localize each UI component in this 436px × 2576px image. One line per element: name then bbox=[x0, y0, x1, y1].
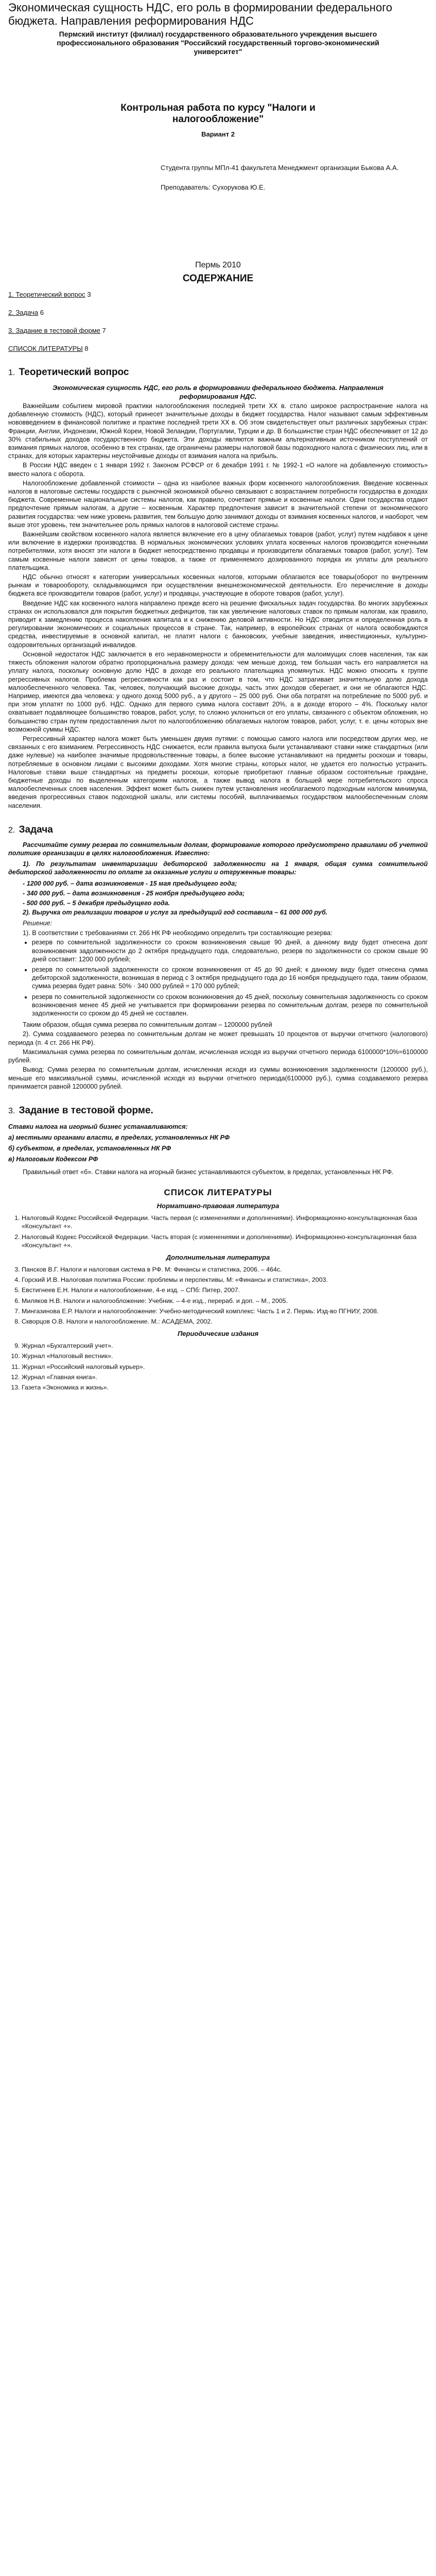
task-item: - 1200 000 руб. – дата возникновения - 15 мая предыдущего года; bbox=[23, 879, 237, 887]
literature-list bbox=[8, 1342, 428, 1392]
literature-title: СПИСОК ЛИТЕРАТУРЫ bbox=[164, 1188, 272, 1198]
paragraph: Основной недостаток НДС заключается в его неравномерности и обременительности для малоимущих слоев населения, так как тяжесть обложения налогом обратно пропорциональна размеру дохода: чем меньше доход, тем большая часть его направляется на уплату налога, поскольку основную долю НДС в доходе его реального плательщика упомянутых. НДС можно относить к группе регрессивных налогов. Проблема регрессивности как раз и состоит в том, что НДС затрагивает значительную долю дохода малообеспеченного человека. Так, человек, получающий высокие доходы, часть этих доходов сберегает, и они не облагаются НДС. Например, имеются два человека: у одного доход 5000 руб., а у другого – 25 000 руб. Они оба потратят на потребление по 5000 руб. и при этом уплатят по 1000 руб. НДС. Однако для первого сумма налога составит 20%, а в доходе второго – 4%. Поскольку налог охватывает подавляющее большинство товаров, работ, услуг, то сложно уклониться от его уплаты, связанного с объектом обложения, но большинство стран путем предоставления льгот по налогообложению облагаемых налогом товаров, работ, услуг, т. е. цены которых вне возможной суммы НДС. bbox=[8, 650, 428, 733]
test-question: Ставки налога на игорный бизнес устанавливаются: bbox=[8, 1123, 188, 1130]
variant-label: Вариант 2 bbox=[201, 130, 235, 138]
literature-item: 2. Налоговый Кодекс Российской Федерации. Часть вторая (с изменениями и дополнениями). Информационно-консультационная база «Консультант +». bbox=[22, 1233, 428, 1249]
literature-item: 13. Газета «Экономика и жизнь». bbox=[22, 1383, 428, 1392]
solution-intro: 1). В соответствии с требованиями ст. 266 НК РФ необходимо определить три составляющие резерва: bbox=[23, 929, 333, 937]
literature-list bbox=[8, 1265, 428, 1326]
paragraph: Введение НДС как косвенного налога направлено прежде всего на решение фискальных задач государства. Во многих зарубежных странах он использовался для покрытия бюджетных дефицитов, так как увеличение налоговых ставок по прямым налогам, как правило, приводит к замедлению процесса накопления капитала и к снижению деловой активности. Но НДС отводится и определенная роль в регулировании экономических и социальных процессов в стране. Так, например, в европейских странах от налога освобождаются средства, инвестируемые в основной капитал, не платят налоги с банковских, учебные заведения, инвестиционных, культурно-оздоровительных организаций инвалидов. bbox=[8, 599, 428, 649]
section-1-heading: 1. Теоретический вопрос bbox=[8, 367, 129, 378]
test-option: а) местными органами власти, в пределах, установленных НК РФ bbox=[8, 1133, 230, 1141]
literature-item: 4. Горский И.В. Налоговая политика России: проблемы и перспективы, М: «Финансы и статистика», 2003. bbox=[22, 1276, 428, 1284]
test-option: в) Налоговым Кодексом РФ bbox=[8, 1155, 98, 1163]
solution-label: Решение: bbox=[23, 920, 53, 927]
test-answer: Правильный ответ «б». Ставки налога на игорный бизнес устанавливаются субъектом, в пределах, установленных НК РФ. bbox=[23, 1168, 394, 1176]
literature-group-title: Дополнительная литература bbox=[166, 1253, 270, 1261]
solution-list bbox=[8, 938, 428, 1018]
city-year: Пермь 2010 bbox=[195, 261, 241, 269]
task-item: - 500 000 руб. – 5 декабря предыдущего года. bbox=[23, 899, 170, 907]
paragraph: В России НДС введен с 1 января 1992 г. Законом РСФСР от 6 декабря 1991 г. № 1992-1 «О налоге на добавленную стоимость» вместо налога с оборота. bbox=[8, 462, 428, 478]
section-3-heading: 3. Задание в тестовой форме. bbox=[8, 1105, 153, 1116]
task-item: 2). Выручка от реализации товаров и услуг за предыдущий год составила – 61 000 000 руб. bbox=[23, 908, 328, 916]
literature-item: 1. Налоговый Кодекс Российской Федерации. Часть первая (с изменениями и дополнениями). Информационно-консультационная база «Консультант +». bbox=[22, 1214, 428, 1230]
solution-step-3: Максимальная сумма резерва по сомнительным долгам, исчисленная исходя из выручки отчетного периода 6100000*10%=6100000 рублей. bbox=[8, 1048, 428, 1064]
toc-item: 3. Задание в тестовой форме 7 bbox=[8, 327, 106, 334]
literature-group-title: Периодические издания bbox=[177, 1330, 259, 1338]
literature-item: 10. Журнал «Налоговый вестник». bbox=[22, 1352, 428, 1360]
literature-item: 12. Журнал «Главная книга». bbox=[22, 1373, 428, 1381]
teacher-info: Преподаватель: Сухорукова Ю.Е. bbox=[161, 183, 266, 191]
work-title: Контрольная работа по курсу "Налоги и налогообложение" bbox=[120, 103, 316, 125]
literature-item: 5. Евстигнеев Е.Н. Налоги и налогообложение, 4-е изд. – СПб: Питер, 2007. bbox=[22, 1286, 428, 1294]
toc-title: СОДЕРЖАНИЕ bbox=[182, 273, 254, 284]
literature-item: 3. Пансков В.Г. Налоги и налоговая система в РФ. М: Финансы и статистика, 2006. – 464с. bbox=[22, 1265, 428, 1274]
solution-total: Таким образом, общая сумма резерва по сомнительным долгам – 1200000 рублей bbox=[23, 1021, 272, 1029]
table-of-contents bbox=[8, 291, 428, 352]
section-1-subtitle: Экономическая сущность НДС, его роль в формировании федерального бюджета. Направления реформирования НДС. bbox=[53, 384, 383, 400]
student-info: Студента группы МПл-41 факультета Менеджмент организации Быкова А.А. bbox=[161, 164, 399, 172]
toc-link[interactable]: 3. Задание в тестовой форме bbox=[8, 327, 100, 334]
literature-group-title: Нормативно-правовая литература bbox=[156, 1202, 280, 1210]
institution-name: Пермский институт (филиал) государственного образовательного учреждения высшего профессионального образования "Российский государственный торгово-экономический университет" bbox=[57, 30, 379, 56]
section-2-heading: 2. Задача bbox=[8, 824, 53, 835]
paragraph: НДС обычно относят к категории универсальных косвенных налогов, которыми облагаются все товары(оборот по внутренним рынкам и товарообороту, складывающимся при осуществлении внешнеэкономической деятельности. Его перечисление в доходы бюджета все производители товаров (работ, услуг) и продавцы, участвующие в обороте товаров (работ, услуг). bbox=[8, 573, 428, 598]
paragraph: Важнейшим событием мировой практики налогообложения последней трети XX в. стало широкое распространение налога на добавленную стоимость (НДС), который принесет значительные доходы в бюджет государства. Налог называют самым эффективным нововведением в финансовой политике и практике последней трети XX в. Об этом свидетельствует опыт различных зарубежных стран: Франции, Англии, Индонезии, Южной Кореи, Новой Зеландии, Португалии, Турции и др. В большинстве стран НДС обеспечивает от 12 до 30% стабильных доходов государственного бюджета. Эти доходы являются важным альтернативным источником поступлений от взимания прямых налогов, особенно в тех странах, где ограничены размеры налоговой базы подоходного налога с физических лиц, или в странах, для которых характерны неустойчивые доходы от взимания налога на прибыль. bbox=[8, 402, 428, 460]
toc-link[interactable]: 1. Теоретический вопрос bbox=[8, 291, 85, 298]
paragraph: Важнейшим свойством косвенного налога является включение его в цену облагаемых товаров (работ, услуг) путем надбавок к цене или включение в издержки производства. В нормальных экономических условиях уплата косвенных налогов производится конечными потребителями, хотя вносят эти налоги в бюджет непосредственно продавцы и производители облагаемых товаров (работ, услуг). Тем самым косвенные налоги зависят от цены товаров, а также от применяемого дозированного порядка их уплаты для реального плательщика. bbox=[8, 531, 428, 571]
document-page bbox=[0, 1, 436, 1392]
author-info bbox=[161, 163, 428, 193]
solution-conclusion: Вывод: Сумма резерва по сомнительным долгам, исчисленная исходя из суммы возникновения задолженности (1200000 руб.), меньше его максимальной суммы, исчисленной исходя из выручки отчетного периода(6100000 руб.), сумма создаваемого резерва принимается равной 1200000 рублей. bbox=[8, 1066, 428, 1090]
paragraph: Регрессивный характер налога может быть уменьшен двумя путями: с помощью самого налога или посредством других мер, не связанных с его взиманием. Регрессивность НДС снижается, если правила выпуска были устанавливают ставки ниже стандартных (или даже нулевые) на наиболее значимые продовольственные товары, а более высокие устанавливают на предметы роскоши и товары, потребляемые в основном лицами с высокими доходами. Хотя многие страны, которых налог, не удается его полностью устранить. Налоговые ставки выше стандартных на предметы роскоши, которые приобретают главные образом состоятельные граждане, бюджетные доходы по выделенным категориям налогов, а также вывод налога в большей мере потребительского спроса малообеспеченных слоев населения. Эффект может быть снижен путем установления необлагаемого подоходным налогом минимума, введения прогрессивных ставок подоходной шкалы, или системы пособий, выплачиваемых государством малообеспеченным слоям населения. bbox=[8, 735, 428, 809]
list-item: • резерв по сомнительной задолженности со сроком возникновения свыше 90 дней, а данному виду будет отнесена долг возникновения задолженности до 2 октября предыдущего года, следовательно, резерв по задолженности со сроком свыше 90 дней составит: 1200 000 рублей; bbox=[32, 938, 428, 963]
toc-item: СПИСОК ЛИТЕРАТУРЫ 8 bbox=[8, 345, 89, 352]
test-option: б) субъектом, в пределах, установленных НК РФ bbox=[8, 1144, 171, 1152]
solution-step-2: 2). Сумма создаваемого резерва по сомнительным долгам не может превышать 10 процентов от выручки отчетного (налогового) периода (п. 4 ст. 266 НК РФ). bbox=[8, 1030, 428, 1046]
section-1-body bbox=[8, 402, 428, 810]
list-item: • резерв по сомнительной задолженности со сроком возникновения от 45 до 90 дней; к данному виду будет отнесена сумма дебиторской задолженности, возникшая в период с 3 октября предыдущего года до 16 ноября предыдущего года, таким образом, сумма резерва будет равна: 50% · 340 000 рублей = 170 000 рублей; bbox=[32, 965, 428, 991]
document-title: Экономическая сущность НДС, его роль в формировании федерального бюджета. Направления реформирования НДС bbox=[8, 1, 392, 27]
literature-item: 7. Мингазинова Е.Р. Налоги и налогообложение: Учебно-методический комплекс: Часть 1 и 2. Пермь: Изд-во ПГНИУ, 2008. bbox=[22, 1307, 428, 1315]
toc-item: 2. Задача 6 bbox=[8, 309, 44, 316]
literature-list bbox=[8, 1214, 428, 1249]
toc-link[interactable]: СПИСОК ЛИТЕРАТУРЫ bbox=[8, 345, 83, 352]
literature-item: 11. Журнал «Российский налоговый курьер». bbox=[22, 1363, 428, 1371]
task-item: - 340 000 руб. – дата возникновения - 25 ноября предыдущего года; bbox=[23, 889, 245, 897]
task-condition: Рассчитайте сумму резерва по сомнительным долгам, формирование которого предусмотрено правилами об учетной политике организации в целях налогообложения. Известно: bbox=[8, 841, 428, 857]
literature-item: 9. Журнал «Бухгалтерский учет». bbox=[22, 1342, 428, 1350]
list-item: • резерв по сомнительной задолженности со сроком возникновения до 45 дней, поскольку сомнительная задолженность со сроком возникновения менее 45 дней не учитывается при формировании резерва по сомнительным долгам, резерв по сомнительной задолженности со сроком до 45 дней не составлен. bbox=[32, 993, 428, 1018]
toc-link[interactable]: 2. Задача bbox=[8, 309, 39, 316]
task-item: 1). По результатам инвентаризации дебиторской задолженности на 1 января, общая сумма сомнительной дебиторской задолженности по оплате за оказанные услуги и отгруженные товары: bbox=[8, 860, 428, 876]
paragraph: Налогообложение добавленной стоимости – одна из наиболее важных форм косвенного налогообложения. Введение косвенных налогов в налоговые системы государств с рыночной экономикой обычно связывают с возрастанием потребности государства в доходах бюджета. Современные национальные системы налогов, как правило, сочетают прямые и косвенные налоги. Одни государства отдают предпочтение прямым налогам, а другие – косвенным. Характер предпочтения зависит в значительной степени от экономического развития государства: чем ниже уровень развития, тем большую долю занимают доходы от взимания косвенных налогов, и наоборот, чем выше этот уровень, тем значительнее роль прямых налогов в налоговой системе страны. bbox=[8, 479, 428, 529]
literature-item: 8. Скворцов О.В. Налоги и налогообложение. М.: АСАДЕМА, 2002. bbox=[22, 1317, 428, 1326]
toc-item: 1. Теоретический вопрос 3 bbox=[8, 291, 91, 298]
literature-item: 6. Миляков Н.В. Налоги и налогообложение: Учебник. – 4-е изд., перераб. и доп. – М., 2005. bbox=[22, 1297, 428, 1305]
